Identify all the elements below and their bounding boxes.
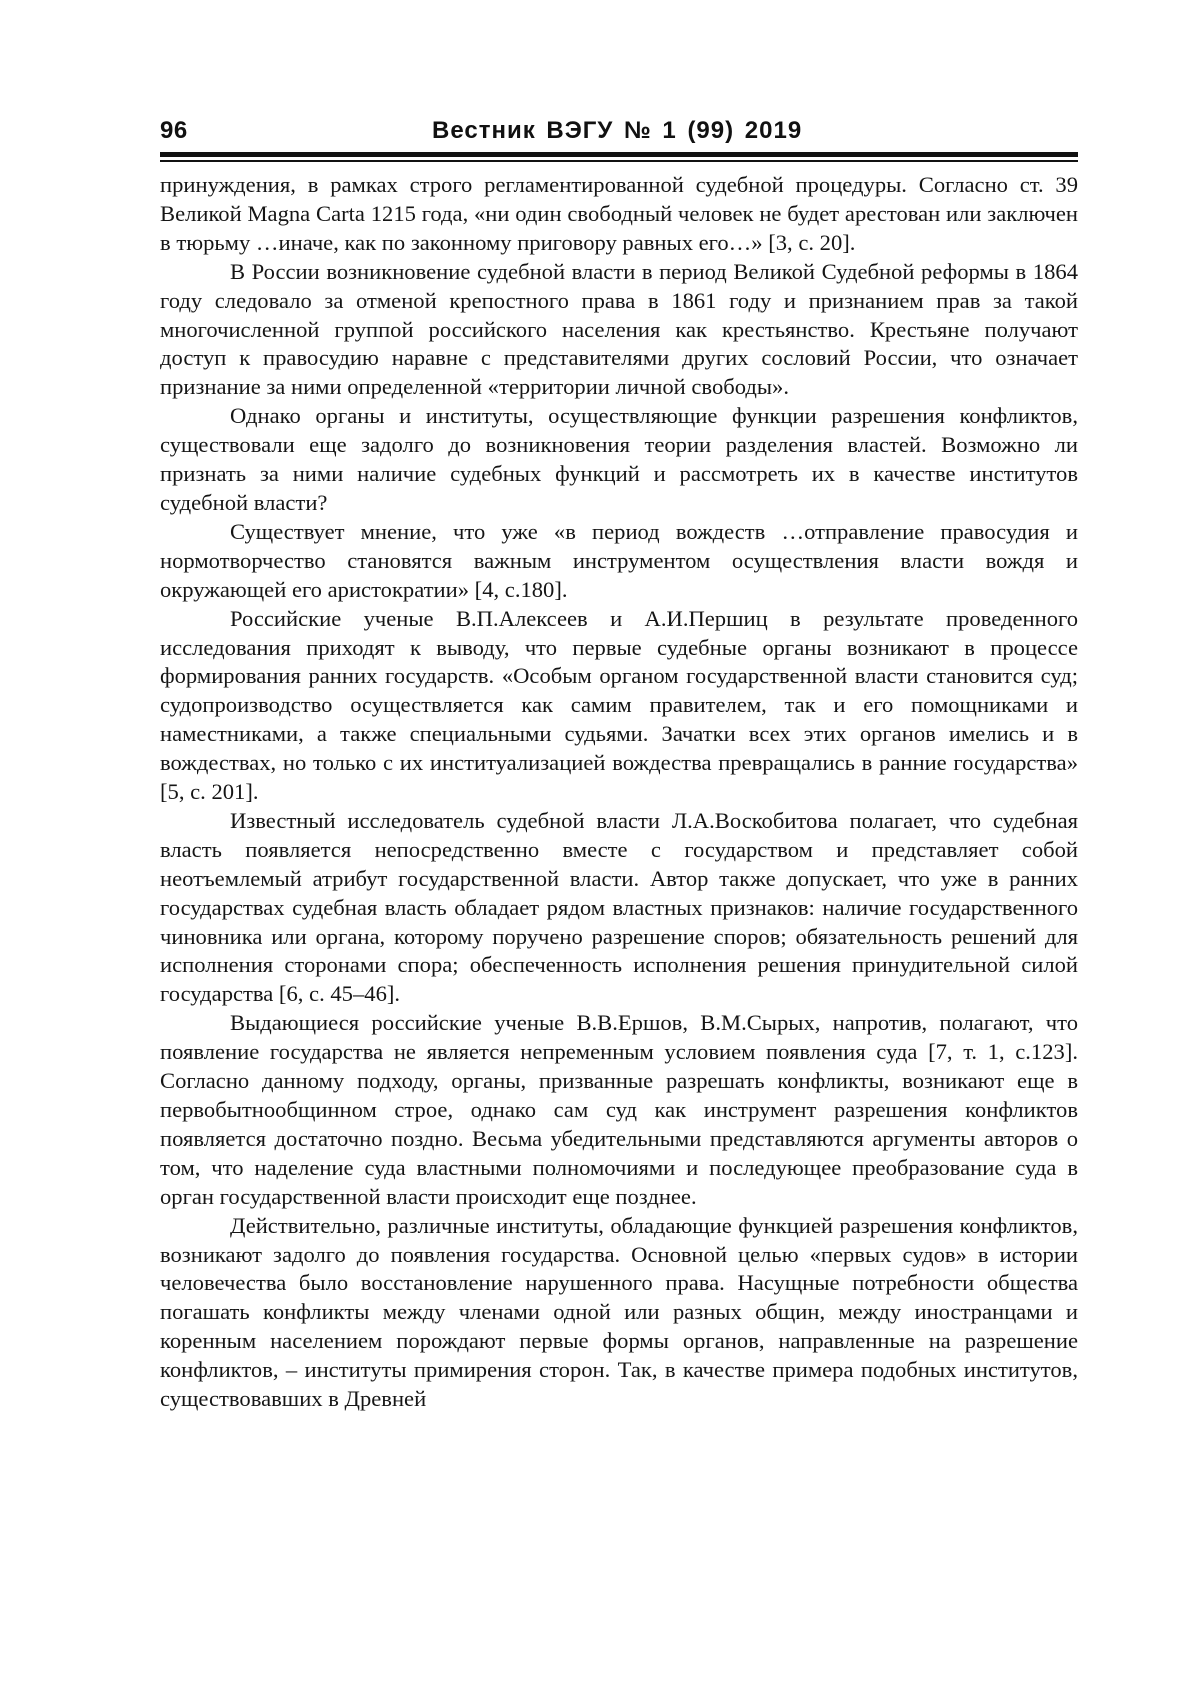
journal-title: Вестник ВЭГУ № 1 (99) 2019 — [432, 117, 803, 144]
paragraph-continued: принуждения, в рамках строго регламентированной судебной процедуры. Согласно ст. 39 Великой Magna Carta 1215 года, «ни один свободный человек не будет арестован или заключен в тюрьму …иначе, как по законному приговору равных его…» [3, с. 20]. — [160, 172, 1078, 255]
header-rule-thick — [160, 152, 1078, 157]
paragraph: Выдающиеся российские ученые В.В.Ершов, В.М.Сырых, напротив, полагают, что появление государства не является непременным условием появления суда [7, т. 1, с.123]. Согласно данному подходу, органы, призванные разрешать конфликты, возникают еще в первобытнообщинном строе, однако сам суд как инструмент разрешения конфликтов появляется достаточно поздно. Весьма убедительными представляются аргументы авторов о том, что наделение суда властными полномочиями и последующее преобразование суда в орган государственной власти происходит еще позднее. — [160, 1010, 1078, 1209]
paragraph: В России возникновение судебной власти в период Великой Судебной реформы в 1864 году следовало за отменой крепостного права в 1861 году и признанием прав за такой многочисленной группой российского населения как крестьянство. Крестьяне получают доступ к правосудию наравне с представителями других сословий России, что означает признание за ними определенной «территории личной свободы». — [160, 258, 1078, 400]
paragraph: Существует мнение, что уже «в период вождеств …отправление правосудия и нормотворчество становятся важным инструментом осуществления власти вождя и окружающей его аристократии» [4, с.180]. — [160, 518, 1078, 602]
paragraph: Известный исследователь судебной власти Л.А.Воскобитова полагает, что судебная власть появляется непосредственно вместе с государством и представляет собой неотъемлемый атрибут государственной власти. Автор также допускает, что уже в ранних государствах судебная власть обладает рядом властных признаков: наличие государственного чиновника или органа, которому поручено разрешение споров; обязательность решений для исполнения сторонами спора; обеспеченность исполнения решения принудительной силой государства [6, с. 45–46]. — [160, 807, 1078, 1007]
paragraph: Российские ученые В.П.Алексеев и А.И.Першиц в результате проведенного исследования приходят к выводу, что первые судебные органы возникают в процессе формирования ранних государств. «Особым органом государственной власти становится суд; судопроизводство осуществляется как самим правителем, так и его помощниками и наместниками, а также специальными судьями. Зачатки всех этих органов имелись и в вождествах, но только с их институализацией вождества превращались в ранние государства» [5, с. 201]. — [160, 605, 1078, 805]
article-body — [160, 171, 1078, 1414]
paragraph: Однако органы и институты, осуществляющие функции разрешения конфликтов, существовали еще задолго до возникновения теории разделения властей. Возможно ли признать за ними наличие судебных функций и рассмотреть их в качестве институтов судебной власти? — [160, 403, 1078, 515]
paragraph: Действительно, различные институты, обладающие функцией разрешения конфликтов, возникают задолго до появления государства. Основной целью «первых судов» в истории человечества было восстановление нарушенного права. Насущные потребности общества погашать конфликты между членами одной или разных общин, между иностранцами и коренным населением порождают первые формы органов, направленные на разрешение конфликтов, – институты примирения сторон. Так, в качестве примера подобных институтов, существовавших в Древней — [160, 1212, 1078, 1412]
running-header — [160, 115, 1078, 149]
header-rule-thin — [160, 160, 1078, 162]
page-number: 96 — [160, 117, 188, 144]
